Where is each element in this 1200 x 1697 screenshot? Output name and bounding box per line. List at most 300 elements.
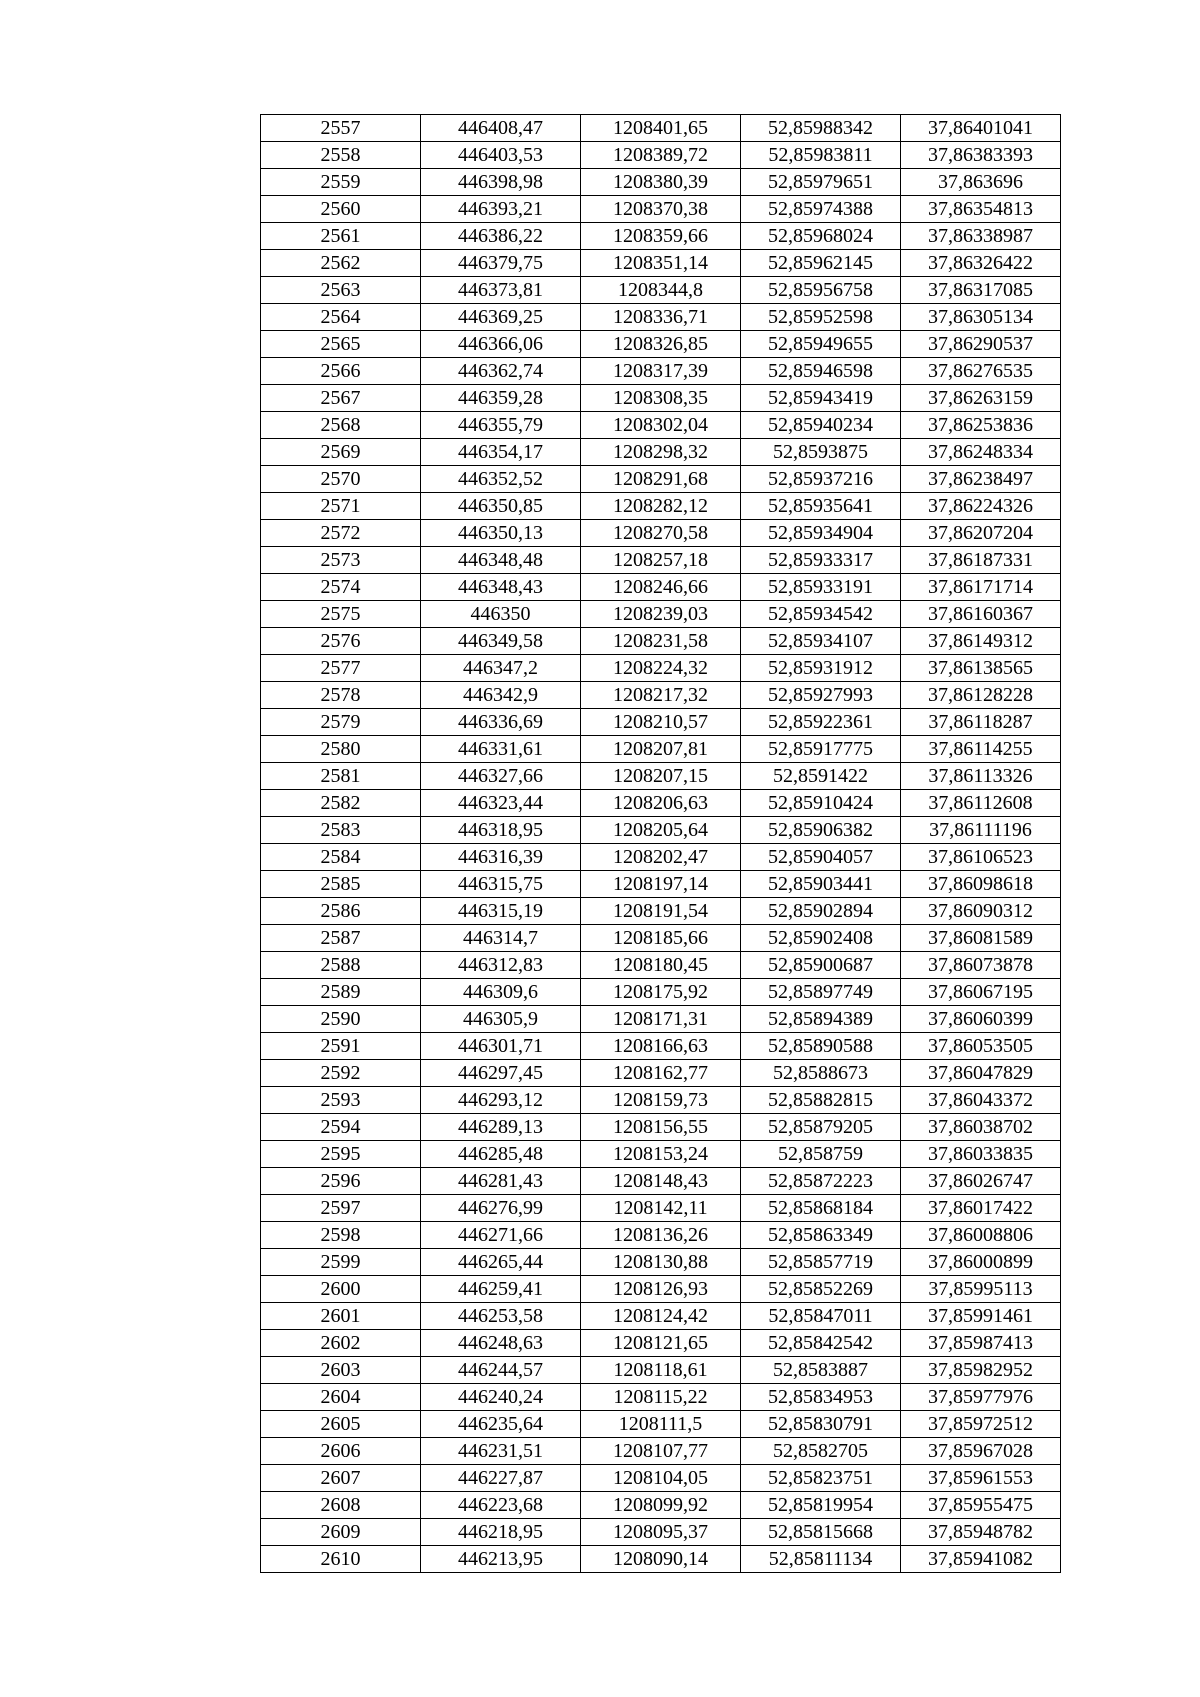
longitude-cell: 37,86081589 <box>901 925 1061 952</box>
table-row <box>261 736 1061 763</box>
latitude-cell: 52,85894389 <box>741 1006 901 1033</box>
y-coordinate-cell: 1208210,57 <box>581 709 741 736</box>
y-coordinate-cell: 1208302,04 <box>581 412 741 439</box>
x-coordinate-cell: 446318,95 <box>421 817 581 844</box>
x-coordinate-cell: 446289,13 <box>421 1114 581 1141</box>
y-coordinate-cell: 1208317,39 <box>581 358 741 385</box>
latitude-cell: 52,8591422 <box>741 763 901 790</box>
point-number-cell: 2577 <box>261 655 421 682</box>
table-row <box>261 1546 1061 1573</box>
y-coordinate-cell: 1208344,8 <box>581 277 741 304</box>
longitude-cell: 37,86326422 <box>901 250 1061 277</box>
table-row <box>261 1141 1061 1168</box>
longitude-cell: 37,85977976 <box>901 1384 1061 1411</box>
point-number-cell: 2588 <box>261 952 421 979</box>
y-coordinate-cell: 1208239,03 <box>581 601 741 628</box>
longitude-cell: 37,86338987 <box>901 223 1061 250</box>
x-coordinate-cell: 446373,81 <box>421 277 581 304</box>
point-number-cell: 2606 <box>261 1438 421 1465</box>
longitude-cell: 37,86090312 <box>901 898 1061 925</box>
latitude-cell: 52,85946598 <box>741 358 901 385</box>
point-number-cell: 2557 <box>261 115 421 142</box>
table-row <box>261 169 1061 196</box>
latitude-cell: 52,85890588 <box>741 1033 901 1060</box>
x-coordinate-cell: 446314,7 <box>421 925 581 952</box>
point-number-cell: 2570 <box>261 466 421 493</box>
x-coordinate-cell: 446312,83 <box>421 952 581 979</box>
point-number-cell: 2576 <box>261 628 421 655</box>
y-coordinate-cell: 1208171,31 <box>581 1006 741 1033</box>
latitude-cell: 52,85931912 <box>741 655 901 682</box>
latitude-cell: 52,85819954 <box>741 1492 901 1519</box>
latitude-cell: 52,85949655 <box>741 331 901 358</box>
x-coordinate-cell: 446248,63 <box>421 1330 581 1357</box>
latitude-cell: 52,85811134 <box>741 1546 901 1573</box>
table-row <box>261 817 1061 844</box>
y-coordinate-cell: 1208126,93 <box>581 1276 741 1303</box>
table-row <box>261 790 1061 817</box>
x-coordinate-cell: 446315,19 <box>421 898 581 925</box>
y-coordinate-cell: 1208130,88 <box>581 1249 741 1276</box>
table-row <box>261 1006 1061 1033</box>
table-row <box>261 1033 1061 1060</box>
longitude-cell: 37,86290537 <box>901 331 1061 358</box>
y-coordinate-cell: 1208124,42 <box>581 1303 741 1330</box>
point-number-cell: 2566 <box>261 358 421 385</box>
table-row <box>261 952 1061 979</box>
longitude-cell: 37,85972512 <box>901 1411 1061 1438</box>
latitude-cell: 52,85956758 <box>741 277 901 304</box>
longitude-cell: 37,86128228 <box>901 682 1061 709</box>
y-coordinate-cell: 1208246,66 <box>581 574 741 601</box>
point-number-cell: 2584 <box>261 844 421 871</box>
latitude-cell: 52,85882815 <box>741 1087 901 1114</box>
y-coordinate-cell: 1208202,47 <box>581 844 741 871</box>
point-number-cell: 2560 <box>261 196 421 223</box>
x-coordinate-cell: 446323,44 <box>421 790 581 817</box>
x-coordinate-cell: 446227,87 <box>421 1465 581 1492</box>
latitude-cell: 52,8583887 <box>741 1357 901 1384</box>
point-number-cell: 2594 <box>261 1114 421 1141</box>
y-coordinate-cell: 1208095,37 <box>581 1519 741 1546</box>
longitude-cell: 37,86160367 <box>901 601 1061 628</box>
point-number-cell: 2583 <box>261 817 421 844</box>
latitude-cell: 52,85933317 <box>741 547 901 574</box>
longitude-cell: 37,86317085 <box>901 277 1061 304</box>
table-row <box>261 898 1061 925</box>
y-coordinate-cell: 1208308,35 <box>581 385 741 412</box>
latitude-cell: 52,85906382 <box>741 817 901 844</box>
longitude-cell: 37,85991461 <box>901 1303 1061 1330</box>
x-coordinate-cell: 446355,79 <box>421 412 581 439</box>
table-row <box>261 709 1061 736</box>
latitude-cell: 52,85922361 <box>741 709 901 736</box>
point-number-cell: 2559 <box>261 169 421 196</box>
latitude-cell: 52,85988342 <box>741 115 901 142</box>
longitude-cell: 37,85982952 <box>901 1357 1061 1384</box>
x-coordinate-cell: 446213,95 <box>421 1546 581 1573</box>
coordinates-table-body <box>261 115 1061 1573</box>
y-coordinate-cell: 1208185,66 <box>581 925 741 952</box>
y-coordinate-cell: 1208142,11 <box>581 1195 741 1222</box>
latitude-cell: 52,85983811 <box>741 142 901 169</box>
point-number-cell: 2580 <box>261 736 421 763</box>
latitude-cell: 52,85830791 <box>741 1411 901 1438</box>
point-number-cell: 2608 <box>261 1492 421 1519</box>
latitude-cell: 52,85934904 <box>741 520 901 547</box>
latitude-cell: 52,85943419 <box>741 385 901 412</box>
table-row <box>261 1114 1061 1141</box>
x-coordinate-cell: 446235,64 <box>421 1411 581 1438</box>
point-number-cell: 2607 <box>261 1465 421 1492</box>
x-coordinate-cell: 446342,9 <box>421 682 581 709</box>
y-coordinate-cell: 1208111,5 <box>581 1411 741 1438</box>
x-coordinate-cell: 446301,71 <box>421 1033 581 1060</box>
table-row <box>261 493 1061 520</box>
latitude-cell: 52,8582705 <box>741 1438 901 1465</box>
latitude-cell: 52,858759 <box>741 1141 901 1168</box>
point-number-cell: 2558 <box>261 142 421 169</box>
point-number-cell: 2589 <box>261 979 421 1006</box>
longitude-cell: 37,85955475 <box>901 1492 1061 1519</box>
latitude-cell: 52,85815668 <box>741 1519 901 1546</box>
table-row <box>261 1222 1061 1249</box>
longitude-cell: 37,86187331 <box>901 547 1061 574</box>
table-row <box>261 574 1061 601</box>
y-coordinate-cell: 1208191,54 <box>581 898 741 925</box>
x-coordinate-cell: 446305,9 <box>421 1006 581 1033</box>
x-coordinate-cell: 446259,41 <box>421 1276 581 1303</box>
x-coordinate-cell: 446350 <box>421 601 581 628</box>
y-coordinate-cell: 1208389,72 <box>581 142 741 169</box>
x-coordinate-cell: 446362,74 <box>421 358 581 385</box>
longitude-cell: 37,86073878 <box>901 952 1061 979</box>
y-coordinate-cell: 1208380,39 <box>581 169 741 196</box>
table-row <box>261 844 1061 871</box>
x-coordinate-cell: 446309,6 <box>421 979 581 1006</box>
y-coordinate-cell: 1208107,77 <box>581 1438 741 1465</box>
x-coordinate-cell: 446231,51 <box>421 1438 581 1465</box>
x-coordinate-cell: 446297,45 <box>421 1060 581 1087</box>
longitude-cell: 37,86253836 <box>901 412 1061 439</box>
y-coordinate-cell: 1208156,55 <box>581 1114 741 1141</box>
table-row <box>261 1465 1061 1492</box>
table-row <box>261 1357 1061 1384</box>
table-row <box>261 1384 1061 1411</box>
table-row <box>261 223 1061 250</box>
point-number-cell: 2601 <box>261 1303 421 1330</box>
table-row <box>261 385 1061 412</box>
latitude-cell: 52,85879205 <box>741 1114 901 1141</box>
longitude-cell: 37,86113326 <box>901 763 1061 790</box>
y-coordinate-cell: 1208370,38 <box>581 196 741 223</box>
x-coordinate-cell: 446218,95 <box>421 1519 581 1546</box>
latitude-cell: 52,85897749 <box>741 979 901 1006</box>
table-row <box>261 520 1061 547</box>
point-number-cell: 2605 <box>261 1411 421 1438</box>
y-coordinate-cell: 1208206,63 <box>581 790 741 817</box>
longitude-cell: 37,86383393 <box>901 142 1061 169</box>
x-coordinate-cell: 446348,43 <box>421 574 581 601</box>
y-coordinate-cell: 1208326,85 <box>581 331 741 358</box>
point-number-cell: 2587 <box>261 925 421 952</box>
y-coordinate-cell: 1208153,24 <box>581 1141 741 1168</box>
latitude-cell: 52,85962145 <box>741 250 901 277</box>
point-number-cell: 2578 <box>261 682 421 709</box>
latitude-cell: 52,85934542 <box>741 601 901 628</box>
y-coordinate-cell: 1208401,65 <box>581 115 741 142</box>
table-row <box>261 871 1061 898</box>
latitude-cell: 52,85935641 <box>741 493 901 520</box>
y-coordinate-cell: 1208205,64 <box>581 817 741 844</box>
x-coordinate-cell: 446349,58 <box>421 628 581 655</box>
y-coordinate-cell: 1208270,58 <box>581 520 741 547</box>
longitude-cell: 37,86114255 <box>901 736 1061 763</box>
x-coordinate-cell: 446336,69 <box>421 709 581 736</box>
x-coordinate-cell: 446386,22 <box>421 223 581 250</box>
longitude-cell: 37,86354813 <box>901 196 1061 223</box>
x-coordinate-cell: 446354,17 <box>421 439 581 466</box>
y-coordinate-cell: 1208282,12 <box>581 493 741 520</box>
point-number-cell: 2581 <box>261 763 421 790</box>
longitude-cell: 37,86171714 <box>901 574 1061 601</box>
table-row <box>261 115 1061 142</box>
latitude-cell: 52,8593875 <box>741 439 901 466</box>
longitude-cell: 37,85995113 <box>901 1276 1061 1303</box>
table-row <box>261 331 1061 358</box>
x-coordinate-cell: 446369,25 <box>421 304 581 331</box>
table-row <box>261 412 1061 439</box>
table-row <box>261 979 1061 1006</box>
latitude-cell: 52,85910424 <box>741 790 901 817</box>
longitude-cell: 37,86118287 <box>901 709 1061 736</box>
longitude-cell: 37,85948782 <box>901 1519 1061 1546</box>
x-coordinate-cell: 446393,21 <box>421 196 581 223</box>
latitude-cell: 52,85974388 <box>741 196 901 223</box>
longitude-cell: 37,86224326 <box>901 493 1061 520</box>
latitude-cell: 52,85927993 <box>741 682 901 709</box>
latitude-cell: 52,8588673 <box>741 1060 901 1087</box>
table-row <box>261 1303 1061 1330</box>
point-number-cell: 2591 <box>261 1033 421 1060</box>
coordinates-table <box>260 114 1061 1573</box>
x-coordinate-cell: 446271,66 <box>421 1222 581 1249</box>
point-number-cell: 2564 <box>261 304 421 331</box>
longitude-cell: 37,863696 <box>901 169 1061 196</box>
longitude-cell: 37,86067195 <box>901 979 1061 1006</box>
point-number-cell: 2610 <box>261 1546 421 1573</box>
longitude-cell: 37,86053505 <box>901 1033 1061 1060</box>
latitude-cell: 52,85902408 <box>741 925 901 952</box>
y-coordinate-cell: 1208118,61 <box>581 1357 741 1384</box>
x-coordinate-cell: 446253,58 <box>421 1303 581 1330</box>
y-coordinate-cell: 1208291,68 <box>581 466 741 493</box>
y-coordinate-cell: 1208162,77 <box>581 1060 741 1087</box>
point-number-cell: 2568 <box>261 412 421 439</box>
longitude-cell: 37,86305134 <box>901 304 1061 331</box>
latitude-cell: 52,85934107 <box>741 628 901 655</box>
longitude-cell: 37,86238497 <box>901 466 1061 493</box>
table-row <box>261 358 1061 385</box>
table-row <box>261 1195 1061 1222</box>
y-coordinate-cell: 1208336,71 <box>581 304 741 331</box>
table-row <box>261 304 1061 331</box>
table-row <box>261 277 1061 304</box>
table-row <box>261 250 1061 277</box>
y-coordinate-cell: 1208121,65 <box>581 1330 741 1357</box>
point-number-cell: 2567 <box>261 385 421 412</box>
x-coordinate-cell: 446366,06 <box>421 331 581 358</box>
y-coordinate-cell: 1208180,45 <box>581 952 741 979</box>
point-number-cell: 2590 <box>261 1006 421 1033</box>
latitude-cell: 52,85933191 <box>741 574 901 601</box>
longitude-cell: 37,86149312 <box>901 628 1061 655</box>
latitude-cell: 52,85842542 <box>741 1330 901 1357</box>
table-row <box>261 925 1061 952</box>
point-number-cell: 2600 <box>261 1276 421 1303</box>
table-row <box>261 1060 1061 1087</box>
latitude-cell: 52,85863349 <box>741 1222 901 1249</box>
latitude-cell: 52,85940234 <box>741 412 901 439</box>
table-row <box>261 682 1061 709</box>
point-number-cell: 2562 <box>261 250 421 277</box>
x-coordinate-cell: 446223,68 <box>421 1492 581 1519</box>
latitude-cell: 52,85952598 <box>741 304 901 331</box>
point-number-cell: 2571 <box>261 493 421 520</box>
x-coordinate-cell: 446408,47 <box>421 115 581 142</box>
point-number-cell: 2596 <box>261 1168 421 1195</box>
longitude-cell: 37,86263159 <box>901 385 1061 412</box>
table-row <box>261 1492 1061 1519</box>
table-row <box>261 1330 1061 1357</box>
latitude-cell: 52,85847011 <box>741 1303 901 1330</box>
longitude-cell: 37,86033835 <box>901 1141 1061 1168</box>
latitude-cell: 52,85968024 <box>741 223 901 250</box>
longitude-cell: 37,86060399 <box>901 1006 1061 1033</box>
y-coordinate-cell: 1208115,22 <box>581 1384 741 1411</box>
y-coordinate-cell: 1208257,18 <box>581 547 741 574</box>
point-number-cell: 2603 <box>261 1357 421 1384</box>
y-coordinate-cell: 1208099,92 <box>581 1492 741 1519</box>
table-row <box>261 1168 1061 1195</box>
x-coordinate-cell: 446240,24 <box>421 1384 581 1411</box>
x-coordinate-cell: 446352,52 <box>421 466 581 493</box>
y-coordinate-cell: 1208224,32 <box>581 655 741 682</box>
x-coordinate-cell: 446347,2 <box>421 655 581 682</box>
longitude-cell: 37,86207204 <box>901 520 1061 547</box>
x-coordinate-cell: 446315,75 <box>421 871 581 898</box>
latitude-cell: 52,85902894 <box>741 898 901 925</box>
longitude-cell: 37,86106523 <box>901 844 1061 871</box>
table-row <box>261 196 1061 223</box>
y-coordinate-cell: 1208090,14 <box>581 1546 741 1573</box>
x-coordinate-cell: 446316,39 <box>421 844 581 871</box>
x-coordinate-cell: 446276,99 <box>421 1195 581 1222</box>
y-coordinate-cell: 1208136,26 <box>581 1222 741 1249</box>
longitude-cell: 37,86008806 <box>901 1222 1061 1249</box>
y-coordinate-cell: 1208197,14 <box>581 871 741 898</box>
point-number-cell: 2579 <box>261 709 421 736</box>
point-number-cell: 2598 <box>261 1222 421 1249</box>
point-number-cell: 2585 <box>261 871 421 898</box>
y-coordinate-cell: 1208104,05 <box>581 1465 741 1492</box>
table-row <box>261 439 1061 466</box>
y-coordinate-cell: 1208207,81 <box>581 736 741 763</box>
x-coordinate-cell: 446244,57 <box>421 1357 581 1384</box>
point-number-cell: 2561 <box>261 223 421 250</box>
x-coordinate-cell: 446350,13 <box>421 520 581 547</box>
point-number-cell: 2572 <box>261 520 421 547</box>
latitude-cell: 52,85904057 <box>741 844 901 871</box>
x-coordinate-cell: 446359,28 <box>421 385 581 412</box>
latitude-cell: 52,85917775 <box>741 736 901 763</box>
latitude-cell: 52,85852269 <box>741 1276 901 1303</box>
table-row <box>261 763 1061 790</box>
table-row <box>261 1276 1061 1303</box>
y-coordinate-cell: 1208159,73 <box>581 1087 741 1114</box>
longitude-cell: 37,86038702 <box>901 1114 1061 1141</box>
x-coordinate-cell: 446379,75 <box>421 250 581 277</box>
longitude-cell: 37,86112608 <box>901 790 1061 817</box>
longitude-cell: 37,86026747 <box>901 1168 1061 1195</box>
table-row <box>261 1249 1061 1276</box>
longitude-cell: 37,85941082 <box>901 1546 1061 1573</box>
longitude-cell: 37,86000899 <box>901 1249 1061 1276</box>
point-number-cell: 2604 <box>261 1384 421 1411</box>
table-row <box>261 1519 1061 1546</box>
point-number-cell: 2565 <box>261 331 421 358</box>
latitude-cell: 52,85872223 <box>741 1168 901 1195</box>
x-coordinate-cell: 446327,66 <box>421 763 581 790</box>
point-number-cell: 2586 <box>261 898 421 925</box>
longitude-cell: 37,86276535 <box>901 358 1061 385</box>
x-coordinate-cell: 446350,85 <box>421 493 581 520</box>
latitude-cell: 52,85900687 <box>741 952 901 979</box>
point-number-cell: 2573 <box>261 547 421 574</box>
point-number-cell: 2563 <box>261 277 421 304</box>
latitude-cell: 52,85903441 <box>741 871 901 898</box>
point-number-cell: 2593 <box>261 1087 421 1114</box>
longitude-cell: 37,86111196 <box>901 817 1061 844</box>
y-coordinate-cell: 1208359,66 <box>581 223 741 250</box>
longitude-cell: 37,86047829 <box>901 1060 1061 1087</box>
point-number-cell: 2592 <box>261 1060 421 1087</box>
point-number-cell: 2597 <box>261 1195 421 1222</box>
latitude-cell: 52,85868184 <box>741 1195 901 1222</box>
table-row <box>261 466 1061 493</box>
table-row <box>261 655 1061 682</box>
longitude-cell: 37,85961553 <box>901 1465 1061 1492</box>
table-row <box>261 547 1061 574</box>
table-row <box>261 1087 1061 1114</box>
x-coordinate-cell: 446265,44 <box>421 1249 581 1276</box>
point-number-cell: 2595 <box>261 1141 421 1168</box>
y-coordinate-cell: 1208231,58 <box>581 628 741 655</box>
longitude-cell: 37,86043372 <box>901 1087 1061 1114</box>
x-coordinate-cell: 446331,61 <box>421 736 581 763</box>
point-number-cell: 2609 <box>261 1519 421 1546</box>
latitude-cell: 52,85834953 <box>741 1384 901 1411</box>
longitude-cell: 37,86098618 <box>901 871 1061 898</box>
point-number-cell: 2575 <box>261 601 421 628</box>
y-coordinate-cell: 1208148,43 <box>581 1168 741 1195</box>
point-number-cell: 2599 <box>261 1249 421 1276</box>
y-coordinate-cell: 1208175,92 <box>581 979 741 1006</box>
point-number-cell: 2569 <box>261 439 421 466</box>
longitude-cell: 37,86248334 <box>901 439 1061 466</box>
latitude-cell: 52,85979651 <box>741 169 901 196</box>
table-row <box>261 628 1061 655</box>
